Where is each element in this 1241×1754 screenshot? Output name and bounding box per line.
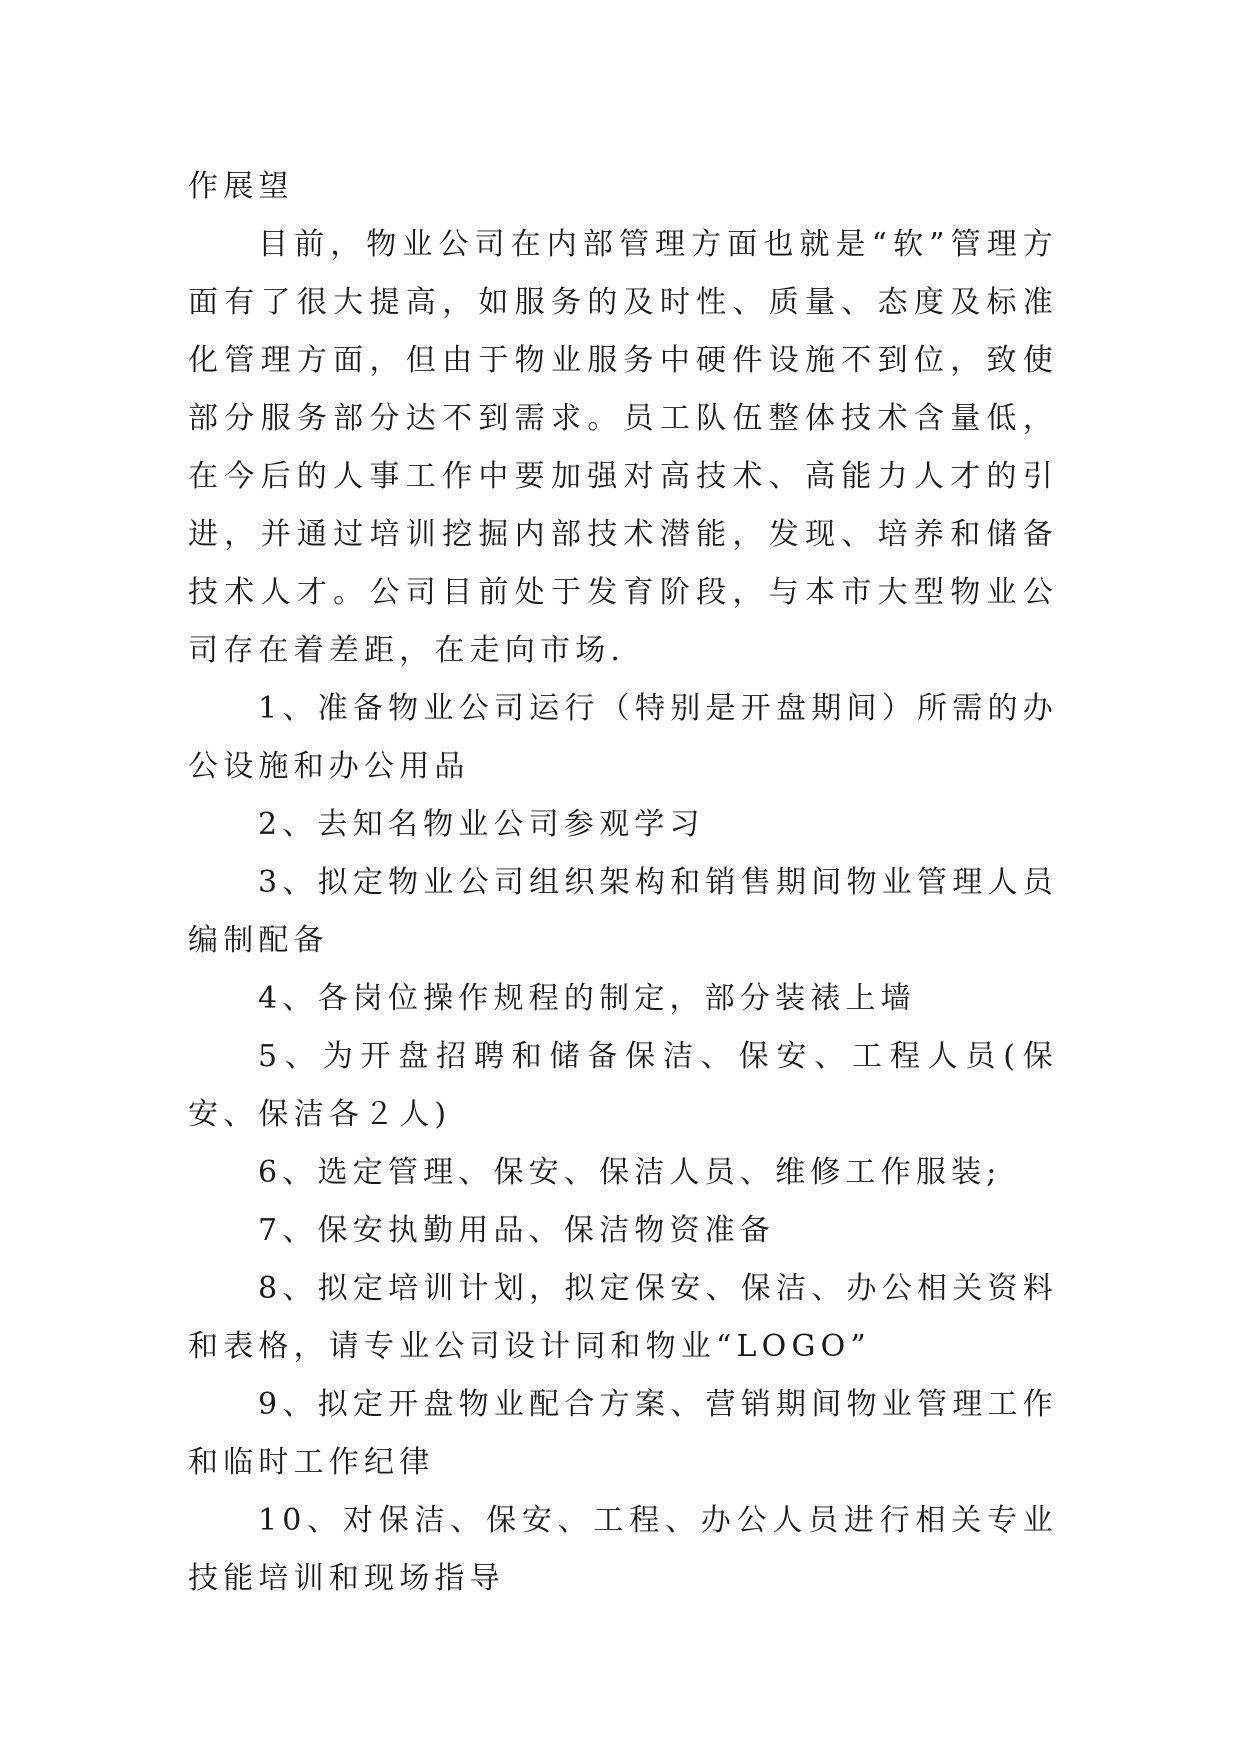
list-item-10: 10、对保洁、保安、工程、办公人员进行相关专业技能培训和现场指导 <box>188 1503 1058 1596</box>
paragraph-continuation: 作展望 <box>188 169 294 204</box>
list-item-9: 9、拟定开盘物业配合方案、营销期间物业管理工作和临时工作纪律 <box>188 1387 1058 1480</box>
list-item-5: 5、为开盘招聘和储备保洁、保安、工程人员(保安、保洁各２人) <box>188 1039 1058 1132</box>
list-item-7: 7、保安执勤用品、保洁物资准备 <box>258 1213 776 1248</box>
list-item-8: 8、拟定培训计划，拟定保安、保洁、办公相关资料和表格，请专业公司设计同和物业“LOGO” <box>188 1271 1058 1364</box>
document-body <box>188 158 1058 1608</box>
list-item-6: 6、选定管理、保安、保洁人员、维修工作服装; <box>258 1155 1002 1190</box>
list-item-2: 2、去知名物业公司参观学习 <box>258 807 705 842</box>
list-item-1: 1、准备物业公司运行（特别是开盘期间）所需的办公设施和办公用品 <box>188 691 1058 784</box>
list-item-4: 4、各岗位操作规程的制定，部分装裱上墙 <box>258 981 916 1016</box>
list-item-3: 3、拟定物业公司组织架构和销售期间物业管理人员编制配备 <box>188 865 1058 958</box>
paragraph-intro: 目前，物业公司在内部管理方面也就是“软”管理方面有了很大提高，如服务的及时性、质量、态度及标准化管理方面，但由于物业服务中硬件设施不到位，致使部分服务部分达不到需求。员工队伍整体技术含量低，在今后的人事工作中要加强对高技术、高能力人才的引进，并通过培训挖掘内部技术潜能，发现、培养和储备技术人才。公司目前处于发育阶段，与本市大型物业公司存在着差距，在走向市场. <box>188 227 1058 668</box>
